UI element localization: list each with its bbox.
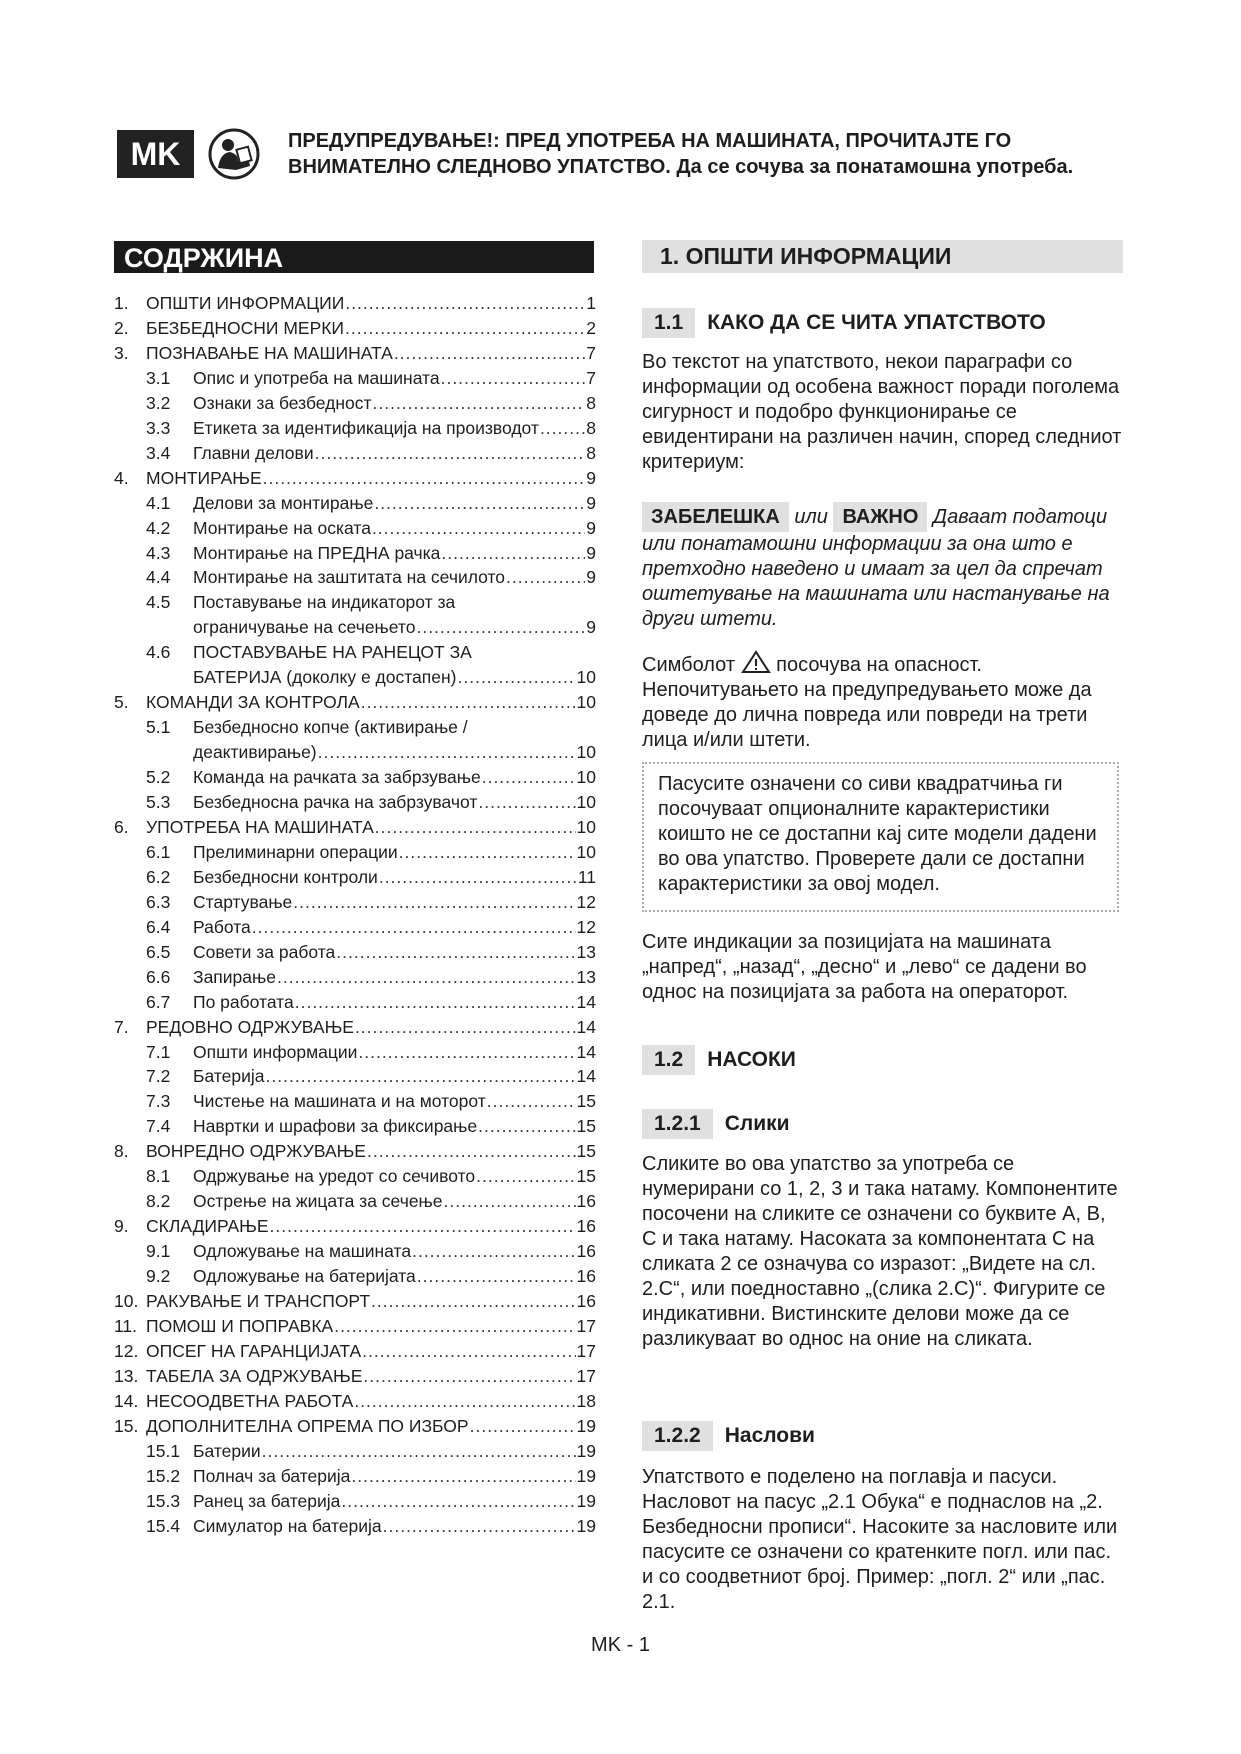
toc-item-number: 6.3 (146, 891, 171, 912)
toc-item-page: 18 (576, 1390, 596, 1411)
toc-item-label: Поставување на индикаторот за (193, 592, 456, 613)
toc-item[interactable] (146, 589, 596, 613)
toc-item-page: 19 (576, 1490, 596, 1511)
toc-item-label: Одржување на уредот со сечивото (193, 1166, 476, 1187)
toc-item-number: 5. (114, 692, 129, 713)
toc-item-label: Делови за монтирање (193, 492, 374, 513)
toc-item-page: 16 (576, 1241, 596, 1262)
toc-leader-dots (345, 317, 585, 339)
toc-item-label: Совети за работа (193, 941, 336, 962)
toc-item-number: 5.3 (146, 792, 171, 812)
toc-leader-dots (277, 966, 576, 988)
toc-item-page: 14 (576, 991, 596, 1012)
toc-item-number: 3.1 (146, 367, 171, 388)
toc-item-number: 15.1 (146, 1440, 181, 1461)
toc-item-page: 11 (577, 866, 596, 887)
toc-item-page: 9 (586, 567, 596, 588)
toc-leader-dots (345, 292, 585, 314)
toc-leader-dots (367, 1140, 576, 1162)
toc-leader-dots (441, 542, 585, 564)
toc-item-number: 3. (114, 342, 129, 363)
warning-triangle-icon (741, 650, 771, 674)
subsection-title: КАКО ДА СЕ ЧИТА УПАТСТВОТО (707, 311, 1046, 334)
toc-item-page: 12 (576, 891, 596, 912)
toc-item-label: Безбедносна рачка на забрзувачот (193, 792, 478, 812)
toc-leader-dots (351, 1465, 575, 1487)
toc-leader-dots (252, 916, 576, 938)
toc-item-label: ПОМОШ И ПОПРАВКА (146, 1315, 334, 1336)
toc-item[interactable] (146, 540, 596, 564)
toc-item[interactable] (146, 1113, 596, 1137)
toc-item-number: 4.1 (146, 492, 171, 513)
titles-paragraph: Упатството е поделено на поглавја и пасуси. Насловот на пасус „2.1 Обука“ е поднаслов на „2. Безбедносни прописи“. Насоките за насловите или пасусите се означени со кратенките погл. или пас. и со соодветниот број. Пример: „погл. 2“ или „пас. 2.1. (642, 1466, 1118, 1613)
toc-item-page: 15 (576, 1116, 596, 1137)
toc-item[interactable] (146, 939, 596, 963)
toc-item-number: 4.5 (146, 592, 171, 613)
toc-item-page: 15 (576, 1091, 596, 1112)
subsection-title: Слики (724, 1112, 790, 1135)
toc-item-label: УПОТРЕБА НА МАШИНАТА (146, 816, 374, 837)
toc-item[interactable] (146, 1438, 596, 1462)
toc-leader-dots (379, 866, 577, 888)
toc-item-number: 15.2 (146, 1465, 181, 1486)
toc-item-label: Одложување на батеријата (193, 1266, 416, 1287)
toc-leader-dots (270, 1215, 576, 1237)
toc-item-number: 3.4 (146, 442, 171, 463)
toc-item-page: 16 (576, 1266, 596, 1287)
toc-item-page: 1 (586, 293, 596, 313)
toc-item[interactable] (114, 1388, 596, 1412)
toc-item-page: 8 (586, 392, 596, 413)
toc-item[interactable] (146, 1513, 596, 1537)
toc-item[interactable] (114, 1014, 596, 1038)
toc-item-page: 10 (576, 792, 596, 812)
toc-item-page: 14 (576, 1066, 596, 1087)
subsection-1-2-heading (642, 1045, 796, 1075)
toc-leader-dots (363, 1365, 575, 1387)
toc-item[interactable] (146, 714, 596, 738)
toc-leader-dots (293, 891, 575, 913)
toc-item-page: 14 (576, 1041, 596, 1062)
subsection-title: Наслови (724, 1424, 815, 1447)
toc-item[interactable] (146, 1263, 596, 1287)
warning-text (288, 128, 1168, 180)
toc-item-label: Безбедносни контроли (193, 866, 378, 887)
subsection-title: НАСОКИ (707, 1048, 796, 1071)
toc-leader-dots (482, 766, 576, 788)
toc-item-page: 17 (576, 1315, 596, 1336)
toc-item-label: Монтирање на ПРЕДНА рачка (193, 542, 441, 563)
toc-item-page: 9 (586, 492, 596, 513)
toc-item-label: Монтирање на оската (193, 517, 371, 538)
toc-item-number: 7.1 (146, 1041, 171, 1062)
paragraph-how-to-read: Во текстот на упатството, некои параграфи со информации од особена важност поради поголема сигурност и подобро функционирање се евидентирани на различен начин, според следниот критериум: (642, 351, 1122, 473)
toc-item[interactable] (193, 739, 596, 763)
toc-item-label: Опис и употреба на машината (193, 367, 440, 388)
toc-item-number: 6.6 (146, 966, 171, 987)
toc-item-number: 1. (114, 293, 129, 313)
language-badge: MK (117, 130, 194, 178)
toc-item[interactable] (146, 1088, 596, 1112)
toc-item[interactable] (146, 1063, 596, 1087)
toc-item[interactable] (146, 789, 596, 813)
toc-leader-dots (372, 517, 585, 539)
toc-item-label: Чистење на машината и на моторот (193, 1091, 486, 1112)
toc-item[interactable] (146, 889, 596, 913)
toc-item-page: 7 (586, 367, 596, 388)
toc-leader-dots (478, 1115, 575, 1137)
note-paragraph (642, 502, 1122, 632)
toc-item-label: деактивирање) (193, 742, 317, 763)
toc-item-number: 7.3 (146, 1091, 171, 1112)
toc-leader-dots (334, 1315, 575, 1337)
toc-item-label: Запирање (193, 966, 276, 987)
toc-item[interactable] (146, 914, 596, 938)
toc-item[interactable] (146, 365, 596, 389)
toc-item-number: 6.4 (146, 916, 171, 937)
toc-item-label: НЕСООДВЕТНА РАБОТА (146, 1390, 354, 1411)
positions-paragraph: Сите индикации за позицијата на машината „напред“, „назад“, „десно“ и „лево“ се дадени во однос на позицијата за работа на операторот. (642, 931, 1087, 1003)
toc-item-label: ОПСЕГ НА ГАРАНЦИЈАТА (146, 1340, 362, 1361)
toc-leader-dots (540, 417, 585, 439)
toc-item-number: 3.2 (146, 392, 171, 413)
toc-leader-dots (506, 566, 585, 588)
toc-leader-dots (487, 1090, 576, 1112)
toc-item[interactable] (146, 839, 596, 863)
toc-item-page: 13 (576, 966, 596, 987)
warning-line-1: ПРЕДУПРЕДУВАЊЕ!: ПРЕД УПОТРЕБА НА МАШИНАТА, ПРОЧИТАЈТЕ ГО (288, 130, 1012, 152)
toc-leader-dots (266, 1065, 576, 1087)
toc-item-label: Полнач за батерија (193, 1465, 351, 1486)
toc-item[interactable] (146, 564, 596, 588)
toc-item-page: 15 (576, 1141, 596, 1162)
symbol-before: Симболот (642, 654, 736, 676)
toc-item[interactable] (146, 515, 596, 539)
subsection-number: 1.1 (642, 308, 695, 338)
toc-item-label: Стартување (193, 891, 293, 912)
toc-leader-dots (373, 392, 586, 414)
toc-item-page: 16 (576, 1291, 596, 1311)
toc-item-page: 10 (576, 841, 596, 862)
toc-item-number: 11. (114, 1315, 138, 1336)
toc-leader-dots (362, 1340, 575, 1362)
toc-item-label: Навртки и шрафови за фиксирање (193, 1116, 478, 1137)
toc-item[interactable] (114, 1363, 596, 1387)
toc-item[interactable] (146, 1039, 596, 1063)
toc-item[interactable] (146, 415, 596, 439)
toc-item-page: 9 (586, 542, 596, 563)
toc-item[interactable] (146, 1488, 596, 1512)
toc-item-page: 19 (576, 1515, 596, 1536)
toc-leader-dots (371, 1290, 576, 1312)
toc-item-number: 12. (114, 1340, 139, 1361)
toc-item-page: 10 (576, 667, 596, 688)
toc-leader-dots (476, 1165, 575, 1187)
toc-item-number: 8. (114, 1141, 129, 1162)
toc-leader-dots (458, 666, 576, 688)
toc-item-number: 10. (114, 1291, 139, 1311)
toc-item-label: Ознаки за безбедност (193, 392, 372, 413)
toc-item-label: Монтирање на заштитата на сечилото (193, 567, 506, 588)
subsection-1-1-heading (642, 308, 1046, 338)
toc-item-number: 4.3 (146, 542, 171, 563)
toc-item-label: ОПШТИ ИНФОРМАЦИИ (146, 293, 345, 313)
toc-item-number: 4. (114, 467, 129, 488)
note-or: или (794, 506, 828, 528)
toc-item-page: 10 (576, 816, 596, 837)
toc-item[interactable] (146, 864, 596, 888)
toc-item[interactable] (146, 1188, 596, 1212)
toc-leader-dots (354, 1390, 575, 1412)
toc-item-number: 7. (114, 1016, 129, 1037)
toc-item-label: Симулатор на батерија (193, 1515, 382, 1536)
toc-item-number: 14. (114, 1390, 139, 1411)
toc-leader-dots (318, 741, 576, 763)
toc-title: СОДРЖИНА (114, 241, 594, 273)
toc-item-page: 10 (576, 742, 596, 763)
toc-item[interactable] (114, 1313, 596, 1337)
toc-item-number: 7.4 (146, 1116, 171, 1137)
toc-item-label: Главни делови (193, 442, 314, 463)
toc-item-number: 3.3 (146, 417, 171, 438)
toc-item[interactable] (114, 814, 596, 838)
toc-item[interactable] (146, 1463, 596, 1487)
toc-item-page: 9 (586, 517, 596, 538)
toc-leader-dots (358, 1041, 575, 1063)
toc-item-label: Батерии (193, 1440, 261, 1461)
subsection-1-2-2-heading (642, 1421, 815, 1451)
toc-item[interactable] (114, 1213, 596, 1237)
toc-item[interactable] (114, 340, 596, 364)
toc-item[interactable] (146, 1238, 596, 1262)
page-number: MK - 1 (591, 1634, 650, 1656)
subsection-1-2-1-heading (642, 1109, 790, 1139)
toc-leader-dots (315, 442, 586, 464)
toc-item-label: Прелиминарни операции (193, 841, 398, 862)
toc-item-number: 6. (114, 816, 129, 837)
toc-item-page: 2 (586, 317, 596, 338)
toc-item-number: 4.6 (146, 642, 171, 663)
toc-item[interactable] (114, 689, 596, 713)
toc-item-label: Ранец за батерија (193, 1490, 341, 1511)
danger-symbol-paragraph (642, 650, 1122, 753)
toc-item[interactable] (146, 964, 596, 988)
toc-leader-dots (478, 791, 575, 813)
toc-item[interactable] (193, 614, 596, 638)
toc-item[interactable] (146, 390, 596, 414)
toc-leader-dots (375, 816, 576, 838)
toc-item-number: 6.5 (146, 941, 171, 962)
toc-item-label: ТАБЕЛА ЗА ОДРЖУВАЊЕ (146, 1365, 363, 1386)
toc-item-page: 10 (576, 692, 596, 713)
toc-item-label: ограничување на сечењето (193, 617, 416, 638)
toc-item-label: Општи информации (193, 1041, 358, 1062)
subsection-number: 1.2 (642, 1045, 695, 1075)
toc-item-number: 9.2 (146, 1266, 171, 1287)
toc-item-label: ДОПОЛНИТЕЛНА ОПРЕМА ПО ИЗБОР (146, 1415, 469, 1436)
toc-item-label: Одложување на машината (193, 1241, 412, 1262)
toc-item-label: Команда на рачката за забрзување (193, 767, 481, 788)
toc-item-label: По работата (193, 991, 294, 1012)
toc-leader-dots (394, 342, 585, 364)
toc-item-page: 13 (576, 941, 596, 962)
toc-item[interactable] (146, 989, 596, 1013)
toc-item-page: 14 (576, 1016, 596, 1037)
toc-item-page: 9 (586, 467, 596, 488)
optional-features-box: Пасусите означени со сиви квадратчиња ги посочуваат опционалните карактеристики коишто не се достапни кај сите модели дадени во ова упатство. Проверете дали се достапни карактеристики за овој модел. (642, 762, 1119, 912)
toc-leader-dots (399, 841, 576, 863)
toc-item-page: 8 (586, 417, 596, 438)
toc-leader-dots (341, 1490, 575, 1512)
toc-item[interactable] (114, 1338, 596, 1362)
toc-item-label: КОМАНДИ ЗА КОНТРОЛА (146, 692, 360, 713)
toc-leader-dots (361, 691, 576, 713)
toc-item-number: 5.2 (146, 767, 171, 788)
subsection-number: 1.2.1 (642, 1109, 713, 1139)
section-1-title: 1. ОПШТИ ИНФОРМАЦИИ (642, 240, 1123, 273)
toc-item-page: 10 (576, 767, 596, 788)
toc-item[interactable] (114, 1413, 596, 1437)
warning-line-2: ВНИМАТЕЛНО СЛЕДНОВО УПАТСТВО. Да се сочува за понатамошна употреба. (288, 156, 1074, 178)
toc-item-number: 4.2 (146, 517, 171, 538)
toc-item-number: 6.7 (146, 991, 171, 1012)
figures-paragraph: Сликите во ова упатство за употреба се нумерирани со 1, 2, 3 и така натаму. Компонентите посочени на сликите се означени со буквите A, B, C и така натаму. Насоката за компонентата C на сликата 2 се означува со изразот: „Видете на сл. 2.C“, или поедноставно „(слика 2.C)“. Фигурите се индикативни. Вистинските делови може да се разликуваат во однос на оние на сликата. (642, 1153, 1118, 1350)
toc-item-label: ВОНРЕДНО ОДРЖУВАЊЕ (146, 1141, 366, 1162)
toc-item-page: 16 (576, 1216, 596, 1237)
toc-item-label: РЕДОВНО ОДРЖУВАЊЕ (146, 1016, 354, 1037)
read-manual-icon (208, 128, 260, 180)
toc-item-number: 6.2 (146, 866, 171, 887)
toc-item[interactable] (193, 664, 596, 688)
symbol-after: посочува на опасност. Непочитувањето на предупредувањето може да доведе до лична повреда или повреди на трети лица и/или штети. (642, 654, 1092, 751)
toc-leader-dots (262, 1440, 576, 1462)
important-tag: ВАЖНО (833, 502, 927, 532)
toc-item[interactable] (114, 465, 596, 489)
toc-item-page: 19 (576, 1415, 596, 1436)
toc-item[interactable] (146, 639, 596, 663)
toc-item-label: Работа (193, 916, 251, 937)
toc-item[interactable] (114, 315, 596, 339)
toc-item-number: 13. (114, 1365, 139, 1386)
note-text: Даваат податоци или понатамошни информации за она што е претходно наведено и имаат за цел да спречат оштетување на машината или настанување на други штети. (642, 506, 1110, 630)
toc-item[interactable] (114, 290, 596, 314)
toc-leader-dots (263, 467, 586, 489)
toc-item[interactable] (114, 1288, 596, 1312)
toc-leader-dots (383, 1515, 576, 1537)
toc-item-label: ПОСТАВУВАЊЕ НА РАНЕЦОТ ЗА (193, 642, 472, 663)
toc-item-number: 15.3 (146, 1490, 181, 1511)
toc-item-label: Острење на жицата за сечење (193, 1191, 443, 1212)
toc-item-number: 9.1 (146, 1241, 171, 1262)
toc-leader-dots (470, 1415, 576, 1437)
note-tag: ЗАБЕЛЕШКА (642, 502, 789, 532)
toc-item-label: БЕЗБЕДНОСНИ МЕРКИ (146, 317, 345, 338)
toc-item-number: 2. (114, 317, 129, 338)
toc-item-page: 7 (586, 342, 596, 363)
toc-item[interactable] (146, 1163, 596, 1187)
toc-item-label: СКЛАДИРАЊЕ (146, 1216, 269, 1237)
toc-item[interactable] (146, 490, 596, 514)
toc-item-label: ПОЗНАВАЊЕ НА МАШИНАТА (146, 342, 393, 363)
toc-item-number: 5.1 (146, 717, 171, 738)
toc-item-page: 17 (576, 1365, 596, 1386)
toc-leader-dots (374, 492, 585, 514)
toc-item-number: 4.4 (146, 567, 171, 588)
toc-item-number: 15. (114, 1415, 139, 1436)
toc-item-label: Батерија (193, 1066, 265, 1087)
toc-item-number: 9. (114, 1216, 129, 1237)
toc-leader-dots (416, 616, 585, 638)
toc-item-number: 8.1 (146, 1166, 171, 1187)
toc-item-label: МОНТИРАЊЕ (146, 467, 262, 488)
toc-leader-dots (417, 1265, 576, 1287)
toc-item-page: 15 (576, 1166, 596, 1187)
toc-leader-dots (444, 1190, 576, 1212)
toc-item-number: 7.2 (146, 1066, 171, 1087)
toc-item-number: 8.2 (146, 1191, 171, 1212)
toc-item-page: 12 (576, 916, 596, 937)
toc-item-label: Етикета за идентификација на производот (193, 417, 539, 438)
toc-item-page: 19 (576, 1465, 596, 1486)
toc-item-page: 17 (576, 1340, 596, 1361)
toc-item-label: Безбедносно копче (активирање / (193, 717, 468, 738)
toc-item-page: 9 (586, 617, 596, 638)
toc-leader-dots (336, 941, 575, 963)
toc-item-number: 15.4 (146, 1515, 181, 1536)
toc-item-label: РАКУВАЊЕ И ТРАНСПОРТ (146, 1291, 371, 1311)
toc-leader-dots (412, 1240, 575, 1262)
toc-leader-dots (355, 1016, 576, 1038)
toc-leader-dots (441, 367, 586, 389)
toc-item[interactable] (146, 764, 596, 788)
toc-item-page: 16 (576, 1191, 596, 1212)
toc-item-page: 19 (576, 1440, 596, 1461)
toc-item-label: БАТЕРИЈА (доколку е достапен) (193, 667, 457, 688)
toc-item-number: 6.1 (146, 841, 171, 862)
toc-leader-dots (295, 991, 576, 1013)
toc-item[interactable] (146, 440, 596, 464)
toc-item[interactable] (114, 1138, 596, 1162)
toc-item-page: 8 (586, 442, 596, 463)
subsection-number: 1.2.2 (642, 1421, 713, 1451)
